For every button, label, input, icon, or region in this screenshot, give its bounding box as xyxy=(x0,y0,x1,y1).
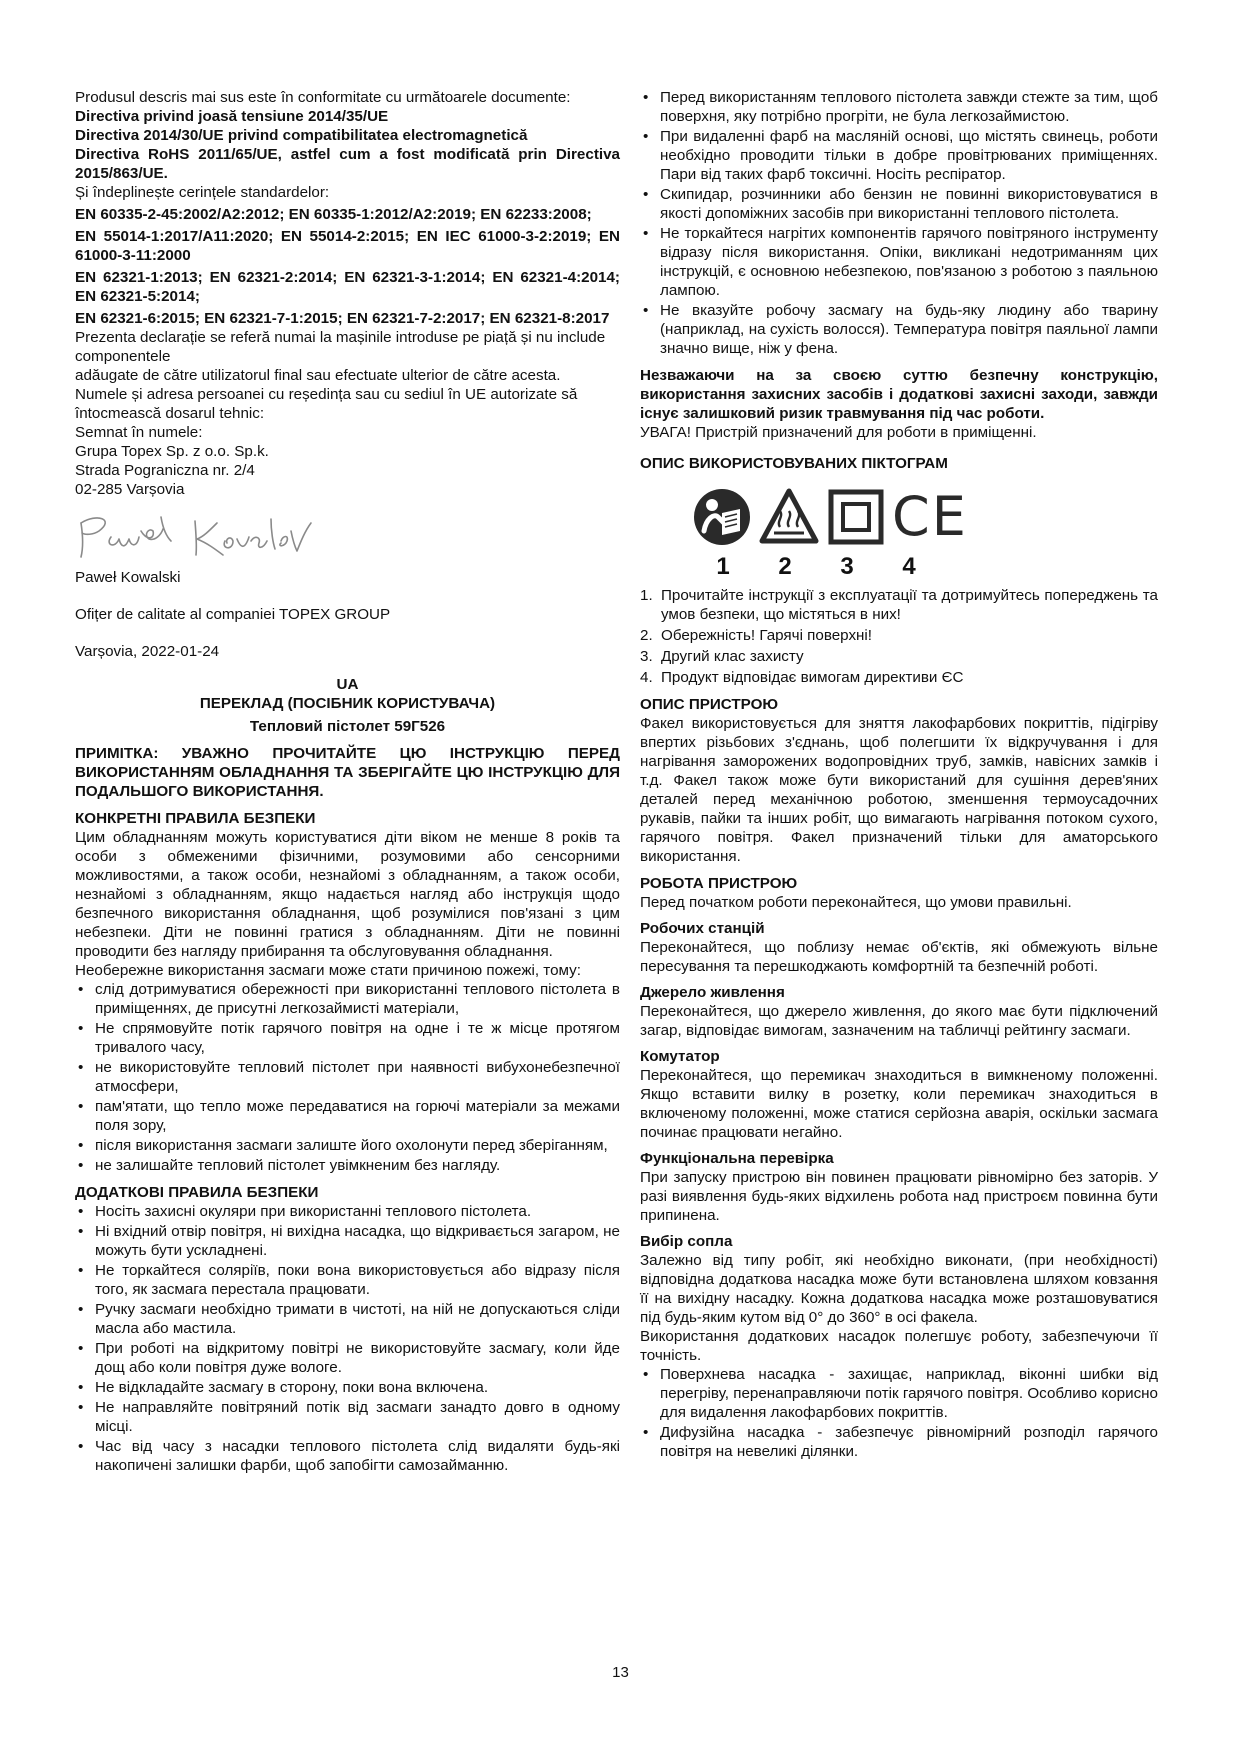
safety-paragraph-1: Цим обладнанням можуть користуватися діти віком не менше 8 років та особи з обмеженими фізичними, розумовими або сенсорними можливостями, а також особи, незнайомі з обладнанням, а також особи, незнайомі з обладнанням, якщо надається нагляд або інструкція щодо безпечного використання обладнання, щоб розумілися пов'язані з цим небезпеки. Діти не повинні гратися з обладнанням. Діти не повинні проводити без нагляду прибирання та обслуговування обладнання. xyxy=(75,829,620,960)
manual-title: ПЕРЕКЛАД (ПОСІБНИК КОРИСТУВАЧА) xyxy=(199,695,496,712)
function-check-text: При запуску пристрою він повинен працювати рівномірно без заторів. У разі виявлення будь-яких відхилень робота над пристроєм повинна бути припинена. xyxy=(640,1169,1158,1224)
nozzle-text-2: Використання додаткових насадок полегшує роботу, забезпечуючи її точність. xyxy=(640,1328,1158,1364)
extra-safety-list xyxy=(75,1202,620,1475)
power-text: Переконайтеся, що джерело живлення, до якого має бути підключений загар, відповідає вимогам, зазначеним на табличці рейтингу засмаги. xyxy=(640,1003,1158,1039)
page-number: 13 xyxy=(612,1664,629,1681)
list-item: 2. Обережність! Гарячі поверхні! xyxy=(640,627,873,644)
list-item: • При видаленні фарб на масляній основі, що містять свинець, роботи необхідно проводити тільки в добре провітрюваних приміщеннях. Пари від таких фарб токсичні. Носіть респіратор. xyxy=(640,127,1158,184)
product-name: Тепловий пістолет 59Г526 xyxy=(249,718,446,735)
ro-declaration-1: Prezenta declarație se referă numai la mașinile introduse pe piață și nu include componentele xyxy=(75,329,606,365)
read-manual-icon xyxy=(692,487,752,547)
nozzle-list xyxy=(640,1365,1158,1461)
ro-declaration-3: Numele și adresa persoanei cu reședința sau cu sediul în UE autorizate să întocmească dosarul tehnic: xyxy=(75,386,578,422)
right-column xyxy=(640,88,1158,1462)
switch-text: Переконайтеся, що перемикач знаходиться в вимкненому положенні. Якщо вставити вилку в розетку, коли перемикач знаходиться в включеному положенні, може статися серйозна аварія, оскільки засмага починає працювати негайно. xyxy=(640,1067,1158,1141)
class-ii-icon xyxy=(826,487,886,547)
safety-heading: КОНКРЕТНІ ПРАВИЛА БЕЗПЕКИ xyxy=(75,810,316,827)
list-item: • Не торкайтеся соляріїв, поки вона використовується або відразу після того, як засмага перестала працювати. xyxy=(75,1261,620,1299)
list-item: • не використовуйте тепловий пістолет при наявності вибухонебезпечної атмосфери, xyxy=(75,1058,620,1096)
ro-declaration-2: adăugate de către utilizatorul final sau efectuate ulterior de către acesta. xyxy=(75,367,561,384)
list-item: • не залишайте тепловий пістолет увімкненим без нагляду. xyxy=(75,1156,620,1175)
list-item: • Ручку засмаги необхідно тримати в чистоті, на ній не допускаються сліди масла або мастила. xyxy=(75,1300,620,1338)
list-item: • Носіть захисні окуляри при використанні теплового пістолета. xyxy=(75,1202,620,1221)
nozzle-text-1: Залежно від типу робіт, які необхідно виконати, (при необхідності) відповідна додаткова насадка може бути встановлена шляхом ковзання її на вихідну насадку. Кожна додаткова насадка може розташовуватися під будь-яким кутом від 0° до 360° в осі факела. xyxy=(640,1252,1158,1326)
ro-intro: Produsul descris mai sus este în conformitate cu următoarele documente: xyxy=(75,89,571,106)
ua-note: ПРИМІТКА: УВАЖНО ПРОЧИТАЙТЕ ЦЮ ІНСТРУКЦІЮ ПЕРЕД ВИКОРИСТАННЯМ ОБЛАДНАННЯ ТА ЗБЕРІГАЙТЕ ЦЮ ІНСТРУКЦІЮ ДЛЯ ПОДАЛЬШОГО ВИКОРИСТАННЯ. xyxy=(75,745,620,800)
ro-directive-lvd: Directiva privind joasă tensiune 2014/35/UE xyxy=(75,108,389,125)
ro-company: Grupa Topex Sp. z o.o. Sp.k. xyxy=(75,443,269,460)
pictogram-number: 2 xyxy=(778,553,792,580)
top-safety-list xyxy=(640,88,1158,358)
workstation-heading: Робочих станцій xyxy=(640,920,765,937)
power-heading: Джерело живлення xyxy=(640,984,785,1001)
pictogram-number: 3 xyxy=(840,553,854,580)
list-item: 1. Прочитайте інструкції з експлуатації та дотримуйтесь попереджень та умов безпеки, що містяться в них! xyxy=(640,587,1158,623)
pictogram-number: 4 xyxy=(902,553,916,580)
list-item: 4. Продукт відповідає вимогам директиви ЄС xyxy=(640,669,964,686)
workstation-text: Переконайтеся, що поблизу немає об'єктів, які обмежують вільне пересування та перешкоджають комфортній та безпечній роботі. xyxy=(640,939,1158,975)
nozzle-heading: Вибір сопла xyxy=(640,1233,733,1250)
ro-directive-emc: Directiva 2014/30/UE privind compatibilitatea electromagnetică xyxy=(75,127,528,144)
ro-standards-3: EN 62321-1:2013; EN 62321-2:2014; EN 62321-3-1:2014; EN 62321-4:2014; EN 62321-5:2014; xyxy=(75,269,620,305)
residual-risk: Незважаючи на за своєю суттю безпечну конструкцію, використання захисних засобів і додаткові захисні заходи, завжди існує залишковий ризик травмування під час роботи. xyxy=(640,367,1158,422)
extra-safety-heading: ДОДАТКОВІ ПРАВИЛА БЕЗПЕКИ xyxy=(75,1184,319,1201)
ro-signed-label: Semnat în numele: xyxy=(75,424,203,441)
function-check-heading: Функціональна перевірка xyxy=(640,1150,834,1167)
list-item: • Дифузійна насадка - забезпечує рівномірний розподіл гарячого повітря на невеликі ділянки. xyxy=(640,1423,1158,1461)
list-item: • Не відкладайте засмагу в сторону, поки вона включена. xyxy=(75,1378,620,1397)
ro-directive-rohs: Directiva RoHS 2011/65/UE, astfel cum a fost modificată prin Directiva 2015/863/UE. xyxy=(75,146,620,182)
list-item: 3. Другий клас захисту xyxy=(640,648,804,665)
list-item: • Ні вхідний отвір повітря, ні вихідна насадка, що відкривається загаром, не можуть бути ускладнені. xyxy=(75,1222,620,1260)
list-item: • після використання засмаги залиште його охолонути перед зберіганням, xyxy=(75,1136,620,1155)
left-column xyxy=(75,88,620,1476)
ce-mark-icon: CE xyxy=(892,485,968,548)
operation-heading: РОБОТА ПРИСТРОЮ xyxy=(640,875,798,892)
list-item: • Скипидар, розчинники або бензин не повинні використовуватися в якості допоміжних засобів при використанні теплового пістолета. xyxy=(640,185,1158,223)
list-item: • слід дотримуватися обережності при використанні теплового пістолета в приміщеннях, де присутні легкозаймисті матеріали, xyxy=(75,980,620,1018)
list-item: • Перед використанням теплового пістолета завжди стежте за тим, щоб поверхня, яку потрібно прогріти, не була легкозаймистою. xyxy=(640,88,1158,126)
signer-role: Ofițer de calitate al companiei TOPEX GROUP xyxy=(75,606,391,623)
safety-paragraph-2: Необережне використання засмаги може стати причиною пожежі, тому: xyxy=(75,962,581,979)
description-text: Факел використовується для зняття лакофарбових покриттів, підігріву впертих різьбових з'єднань, щоб полегшити їх відкручування і для нагрівання заморожених водопровідних труб, замків, навісних замків і т.д. Факел також може бути використаний для сушіння дерев'яних деталей перед механічною роботою, зменшення термоусадочних рукавів, пайки та інших робіт, що вимагають нагрівання потоком сухого, гарячого повітря. Факел призначений тільки для аматорського використання. xyxy=(640,715,1158,865)
safety-list xyxy=(75,980,620,1175)
list-item: • При роботі на відкритому повітрі не використовуйте засмагу, коли йде дощ або коли повітря дуже вологе. xyxy=(75,1339,620,1377)
ro-street: Strada Pograniczna nr. 2/4 xyxy=(75,462,255,479)
language-code: UA xyxy=(336,676,359,693)
signature-image xyxy=(75,501,335,563)
list-item: • Не вказуйте робочу засмагу на будь-яку людину або тварину (наприклад, на сухість волосся). Температура повітря паяльної лампи значно вище, ніж у фена. xyxy=(640,301,1158,358)
indoor-note: УВАГА! Пристрій призначений для роботи в приміщенні. xyxy=(640,424,1037,441)
ro-city: 02-285 Varșovia xyxy=(75,481,185,498)
ro-standards-4: EN 62321-6:2015; EN 62321-7-1:2015; EN 62321-7-2:2017; EN 62321-8:2017 xyxy=(75,310,610,327)
list-item: • Поверхнева насадка - захищає, наприклад, віконні шибки від перегріву, перенаправляючи потік гарячого повітря. Особливо корисно для видалення лакофарбових покриттів. xyxy=(640,1365,1158,1422)
hot-surface-icon xyxy=(758,487,820,547)
pictogram-numbers xyxy=(692,553,992,580)
ro-standards-2: EN 55014-1:2017/A11:2020; EN 55014-2:2015; EN IEC 61000-3-2:2019; EN 61000-3-11:2000 xyxy=(75,228,620,264)
list-item: • пам'ятати, що тепло може передаватися на горючі матеріали за межами поля зору, xyxy=(75,1097,620,1135)
ro-standards-intro: Și îndeplinește cerințele standardelor: xyxy=(75,184,330,201)
list-item: • Не направляйте повітряний потік від засмаги занадто довго в одному місці. xyxy=(75,1398,620,1436)
description-heading: ОПИС ПРИСТРОЮ xyxy=(640,696,779,713)
pictogram-number: 1 xyxy=(716,553,730,580)
list-item: • Не спрямовуйте потік гарячого повітря на одне і те ж місце протягом тривалого часу, xyxy=(75,1019,620,1057)
operation-text: Перед початком роботи переконайтеся, що умови правильні. xyxy=(640,894,1072,911)
list-item: • Не торкайтеся нагрітих компонентів гарячого повітряного інструменту відразу після використання. Опіки, викликані недотриманням цих інструкцій, є основною небезпекою, пов'язаною з роботою з паяльною лампою. xyxy=(640,224,1158,300)
ro-standards-1: EN 60335-2-45:2002/A2:2012; EN 60335-1:2012/A2:2019; EN 62233:2008; xyxy=(75,206,592,223)
list-item: • Час від часу з насадки теплового пістолета слід видаляти будь-які накопичені залишки фарби, щоб запобігти самозайманню. xyxy=(75,1437,620,1475)
switch-heading: Комутатор xyxy=(640,1048,720,1065)
pictogram-list xyxy=(640,586,1158,687)
signer-name: Paweł Kowalski xyxy=(75,569,181,586)
pictogram-strip xyxy=(692,485,992,580)
place-date: Varșovia, 2022-01-24 xyxy=(75,643,220,660)
pictogram-heading: ОПИС ВИКОРИСТОВУВАНИХ ПІКТОГРАМ xyxy=(640,455,948,472)
